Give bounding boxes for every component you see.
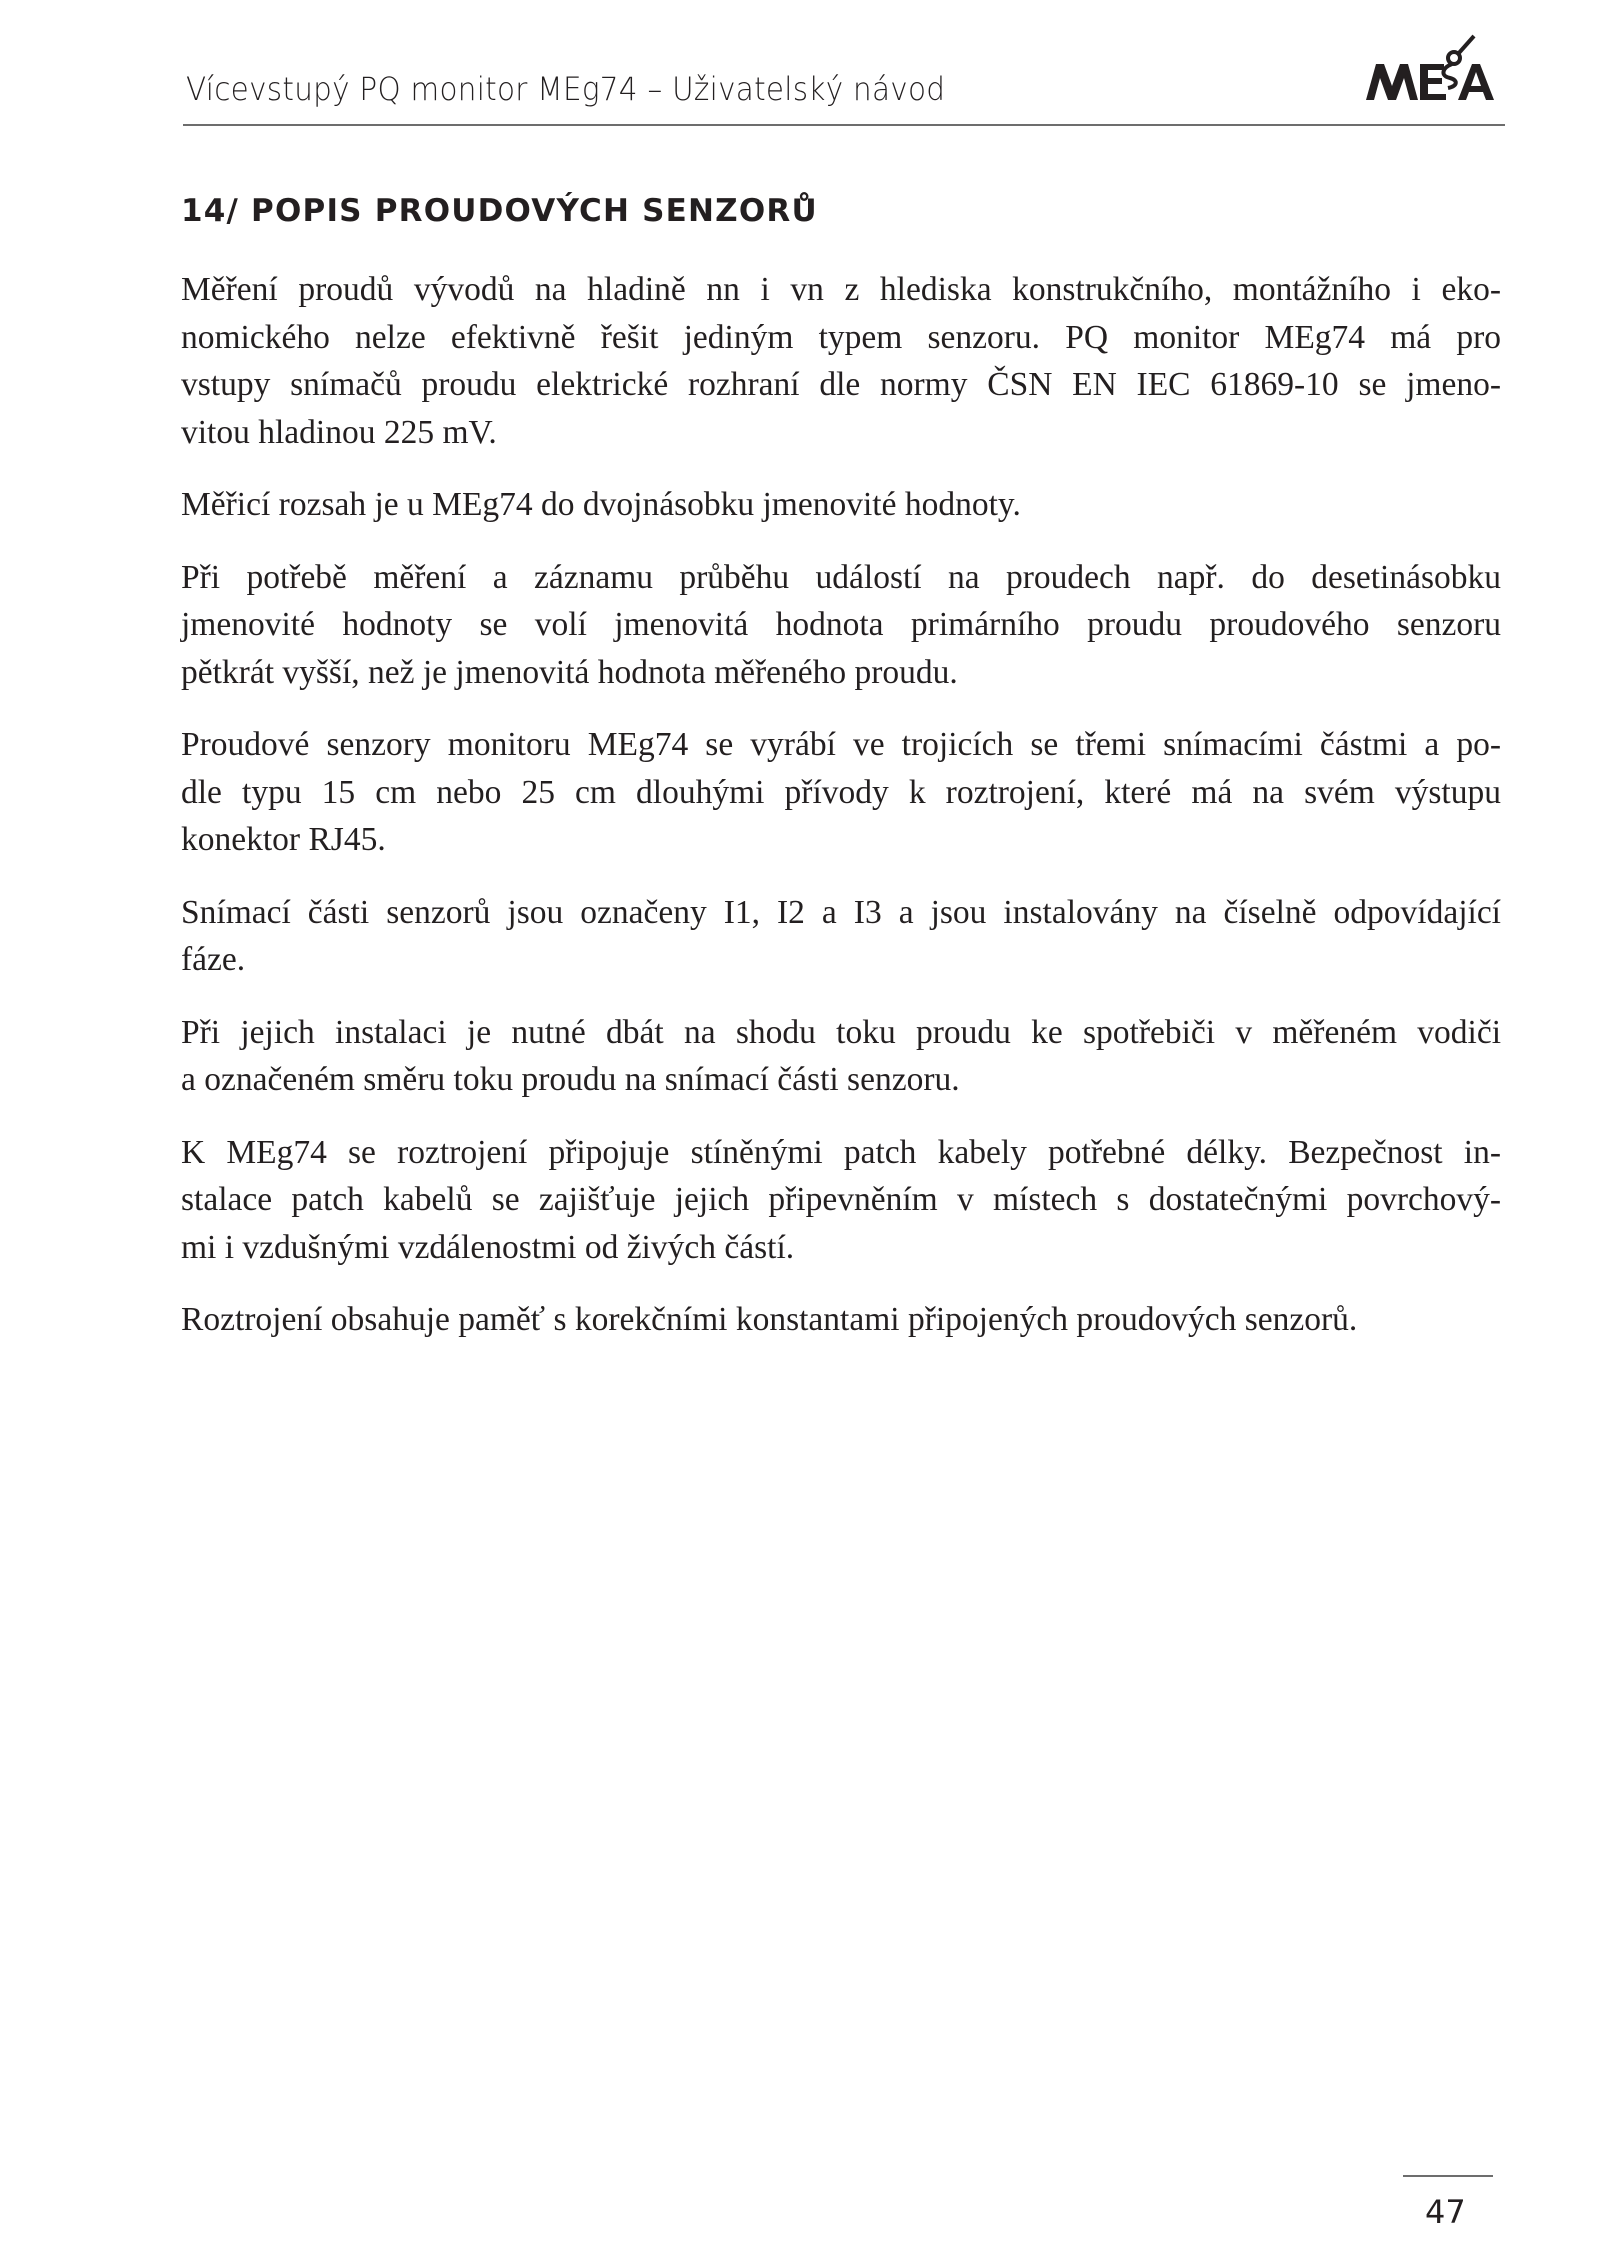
logo-letter-a xyxy=(1458,64,1494,100)
body-text xyxy=(181,266,1501,1369)
logo-letter-e xyxy=(1420,64,1446,100)
mega-logo-icon xyxy=(1362,28,1502,108)
text-line: dle typu 15 cm nebo 25 cm dlouhými přívody k roztrojení, které má na svém výstupu xyxy=(181,773,1501,811)
logo-probe-stick xyxy=(1458,36,1474,54)
paragraph xyxy=(181,554,1501,697)
text-line: Měřicí rozsah je u MEg74 do dvojnásobku jmenovité hodnoty. xyxy=(181,486,1021,523)
text-line: K MEg74 se roztrojení připojuje stíněnými patch kabely potřebné délky. Bezpečnost in- xyxy=(181,1133,1501,1171)
text-line: Roztrojení obsahuje paměť s korekčními konstantami připojených proudových senzorů. xyxy=(181,1301,1358,1338)
logo-g-tail xyxy=(1443,64,1455,88)
text-line: vitou hladinou 225 mV. xyxy=(181,413,497,451)
section-title: 14/ POPIS PROUDOVÝCH SENZORŮ xyxy=(181,193,818,229)
page-number: 47 xyxy=(1425,2193,1466,2231)
paragraph xyxy=(181,1129,1501,1272)
text-line: jmenovité hodnoty se volí jmenovitá hodnota primárního proudu proudového senzoru xyxy=(181,606,1501,643)
text-line: Snímací části senzorů jsou označeny I1, I2 a I3 a jsou instalovány na číselně odpovídající xyxy=(181,893,1501,931)
paragraph xyxy=(181,481,1501,529)
header-title: Vícevstupý PQ monitor MEg74 – Uživatelský návod xyxy=(186,70,946,108)
paragraph xyxy=(181,266,1501,456)
text-line: Proudové senzory monitoru MEg74 se vyrábí ve trojicích se třemi snímacími částmi a po- xyxy=(181,726,1501,763)
logo-letter-m xyxy=(1366,64,1418,100)
header-divider xyxy=(183,124,1505,126)
paragraph xyxy=(181,1009,1501,1104)
text-line: vstupy snímačů proudu elektrické rozhraní dle normy ČSN EN IEC 61869-10 se jmeno- xyxy=(181,366,1501,403)
text-line: stalace patch kabelů se zajišťuje jejich připevněním v místech s dostatečnými povrchový- xyxy=(181,1181,1501,1218)
text-line: mi i vzdušnými vzdálenostmi od živých částí. xyxy=(181,1228,795,1266)
text-line: Při jejich instalaci je nutné dbát na shodu toku proudu ke spotřebiči v měřeném vodiči xyxy=(181,1013,1501,1051)
text-line: konektor RJ45. xyxy=(181,821,386,858)
text-line: pětkrát vyšší, než je jmenovitá hodnota měřeného proudu. xyxy=(181,653,958,691)
text-line: nomického nelze efektivně řešit jediným typem senzoru. PQ monitor MEg74 má pro xyxy=(181,318,1501,356)
text-line: Při potřebě měření a záznamu průběhu událostí na proudech např. do desetinásobku xyxy=(181,558,1501,596)
footer-divider xyxy=(1403,2175,1493,2177)
text-line: fáze. xyxy=(181,941,246,978)
paragraph xyxy=(181,721,1501,864)
paragraph xyxy=(181,889,1501,984)
text-line: a označeném směru toku proudu na snímací části senzoru. xyxy=(181,1061,960,1098)
text-line: Měření proudů vývodů na hladině nn i vn z hlediska konstrukčního, montážního i eko- xyxy=(181,271,1501,308)
paragraph xyxy=(181,1296,1501,1344)
